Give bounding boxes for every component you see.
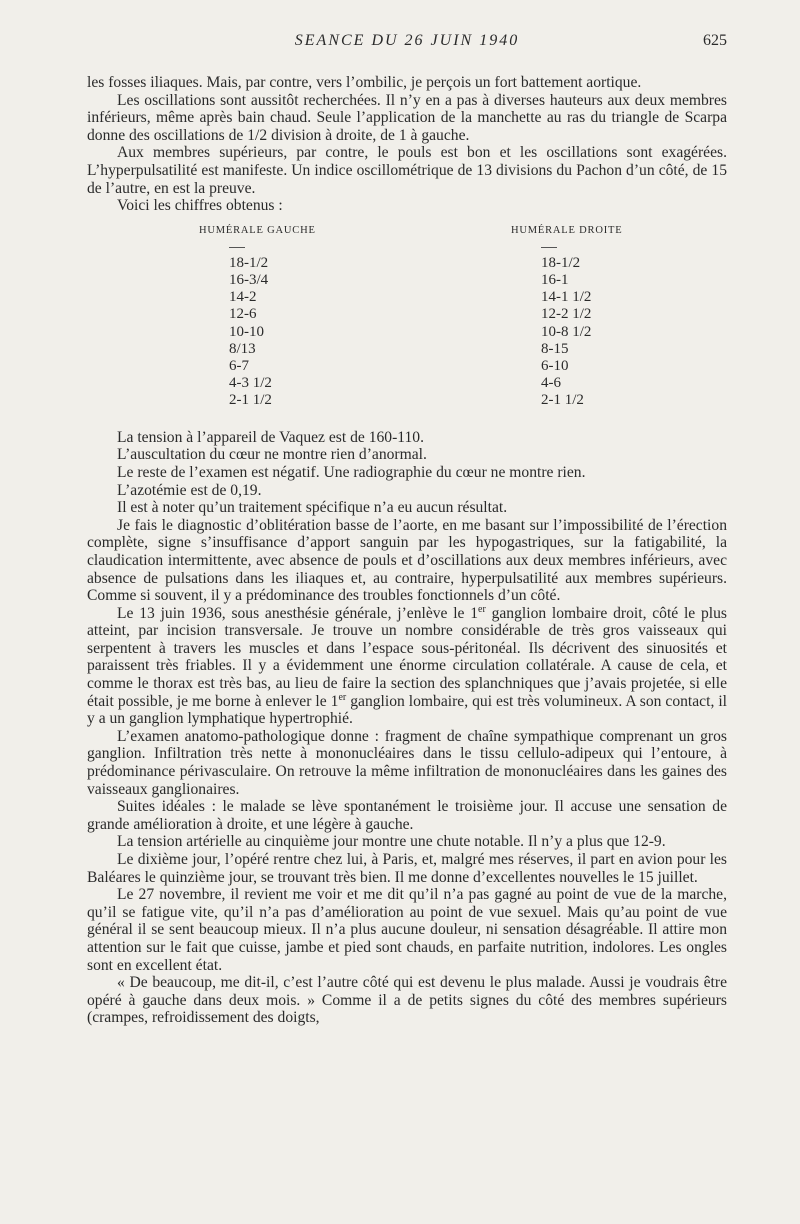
- superscript: er: [338, 691, 347, 703]
- running-head: SEANCE DU 26 JUIN 1940: [294, 32, 520, 49]
- superscript: er: [478, 603, 486, 615]
- paragraph: Voici les chiffres obtenus :: [117, 197, 283, 215]
- paragraph: Les oscillations sont aussitôt recherchées. Il n’y en a pas à diverses hauteurs aux deux membres inférieurs, même après bain chaud. Seule l’application de la manchette au ras du triangle de Scarpa donne des oscillations de 1/2 division à droite, de 1 à gauche.: [87, 91, 727, 144]
- table-cell: 16-3/4: [229, 271, 269, 288]
- page-number: 625: [703, 32, 727, 49]
- oscillometry-table: [87, 223, 727, 419]
- text-run: ganglion lombaire droit, côté le plus atteint, par incision transversale. Je trouve un nombre considérable de très gros vaisseaux qui serpentent à travers les muscles et dans l’espace sous-péritonéal. Ils décrivent des sinuosités et paraissent très friables. Il y a évidemment une énorme circulation collatérale. A cause de cela, et comme le thorax est très bas, au lieu de faire la section des splanchniques que j’avais projetée, si elle était possible, je me borne à enlever le 1: [87, 604, 727, 710]
- paragraph: Suites idéales : le malade se lève spontanément le troisième jour. Il accuse une sensation de grande amélioration à droite, et une légère à gauche.: [87, 798, 727, 833]
- table-cell: 10-10: [229, 323, 264, 340]
- table-cell: 10-8 1/2: [541, 323, 592, 340]
- table-cell: 6-10: [541, 357, 569, 374]
- paragraph: Le dixième jour, l’opéré rentre chez lui, à Paris, et, malgré mes réserves, il part en avion pour les Baléares le quinzième jour, se trouvant très bien. Il me donne d’excellentes nouvelles le 15 juillet.: [87, 851, 727, 886]
- table-cell: 6-7: [229, 357, 249, 374]
- left-column: [199, 223, 316, 410]
- paragraph: les fosses iliaques. Mais, par contre, vers l’ombilic, je perçois un fort battement aortique.: [87, 74, 642, 91]
- table-cell: 4-3 1/2: [229, 375, 272, 392]
- table-cell: 2-1 1/2: [541, 392, 584, 409]
- paragraph: L’azotémie est de 0,19.: [117, 481, 262, 499]
- table-cell: 12-2 1/2: [541, 306, 592, 323]
- paragraph: Le 27 novembre, il revient me voir et me dit qu’il n’a pas gagné au point de vue de la marche, qu’il se fatigue vite, qu’il n’a pas d’amélioration au point de vue sexuel. Mais qu’au point de vue général il se sent beaucoup mieux. Il n’a plus aucune douleur, ni sensation désagréable. Il attire mon attention sur le fait que cuisse, jambe et pied sont chauds, en parfaite nutrition, indolores. Les ongles sont en excellent état.: [87, 886, 727, 974]
- table-cell: 14-2: [229, 289, 257, 306]
- table-cell: 4-6: [541, 375, 561, 392]
- paragraph: La tension artérielle au cinquième jour montre une chute notable. Il n’y a plus que 12-9.: [117, 833, 666, 851]
- text-run: ganglion lombaire, qui est très volumineux. A son contact, il y a un ganglion lymphatique hypertrophié.: [87, 692, 727, 728]
- paragraph: « De beaucoup, me dit-il, c’est l’autre côté qui est devenu le plus malade. Aussi je voudrais être opéré à gauche dans deux mois. » Comme il a de petits signes du côté des membres supérieurs (crampes, refroidissement des doigts,: [87, 974, 727, 1027]
- table-cell: 8/13: [229, 340, 256, 357]
- text-run: Le 13 juin 1936, sous anesthésie générale, j’enlève le 1: [117, 604, 479, 622]
- paragraph: L’auscultation du cœur ne montre rien d’anormal.: [117, 446, 427, 464]
- table-cell: 16-1: [541, 271, 569, 288]
- column-dash: [229, 247, 245, 248]
- paragraph: [87, 605, 727, 728]
- table-cell: 12-6: [229, 306, 257, 323]
- body-text: [87, 74, 727, 1027]
- table-cell: 18-1/2: [229, 254, 269, 271]
- column-header-right: HUMÉRALE DROITE: [511, 224, 623, 236]
- paragraph: Je fais le diagnostic d’oblitération basse de l’aorte, en me basant sur l’impossibilité de l’érection complète, signe s’insuffisance d’apport sanguin par les hypogastriques, sur la fatigabilité, la claudication intermittente, avec absence de pouls et d’oscillations aux deux membres inférieurs, avec absence de pulsations dans les iliaques et, au contraire, hyperpulsatilité aux membres supérieurs. Comme si souvent, il y a prédominance des troubles fonctionnels d’un côté.: [87, 516, 727, 605]
- column-dash: [541, 247, 557, 248]
- paragraph: L’examen anatomo-pathologique donne : fragment de chaîne sympathique comprenant un gros ganglion. Infiltration très nette à mononucléaires dans le tissu cellulo-adipeux qui l’entoure, à prédominance périvasculaire. On retrouve la même infiltration de mononucléaires dans les gaines des vaisseaux ganglionaires.: [87, 727, 727, 798]
- paragraph: Il est à noter qu’un traitement spécifique n’a eu aucun résultat.: [117, 499, 508, 517]
- column-header-left: HUMÉRALE GAUCHE: [199, 224, 316, 236]
- page-header: [87, 30, 727, 52]
- paragraph: La tension à l’appareil de Vaquez est de 160-110.: [117, 428, 425, 446]
- right-column: [511, 223, 622, 410]
- table-cell: 18-1/2: [541, 254, 581, 271]
- table-cell: 14-1 1/2: [541, 289, 592, 306]
- paragraph: Aux membres supérieurs, par contre, le pouls est bon et les oscillations sont exagérées. L’hyperpulsatilité est manifeste. Un indice oscillométrique de 13 divisions du Pachon d’un côté, de 15 de l’autre, en est la preuve.: [87, 144, 727, 197]
- paragraph: Le reste de l’examen est négatif. Une radiographie du cœur ne montre rien.: [117, 463, 586, 481]
- table-cell: 8-15: [541, 340, 569, 357]
- table-cell: 2-1 1/2: [229, 392, 272, 409]
